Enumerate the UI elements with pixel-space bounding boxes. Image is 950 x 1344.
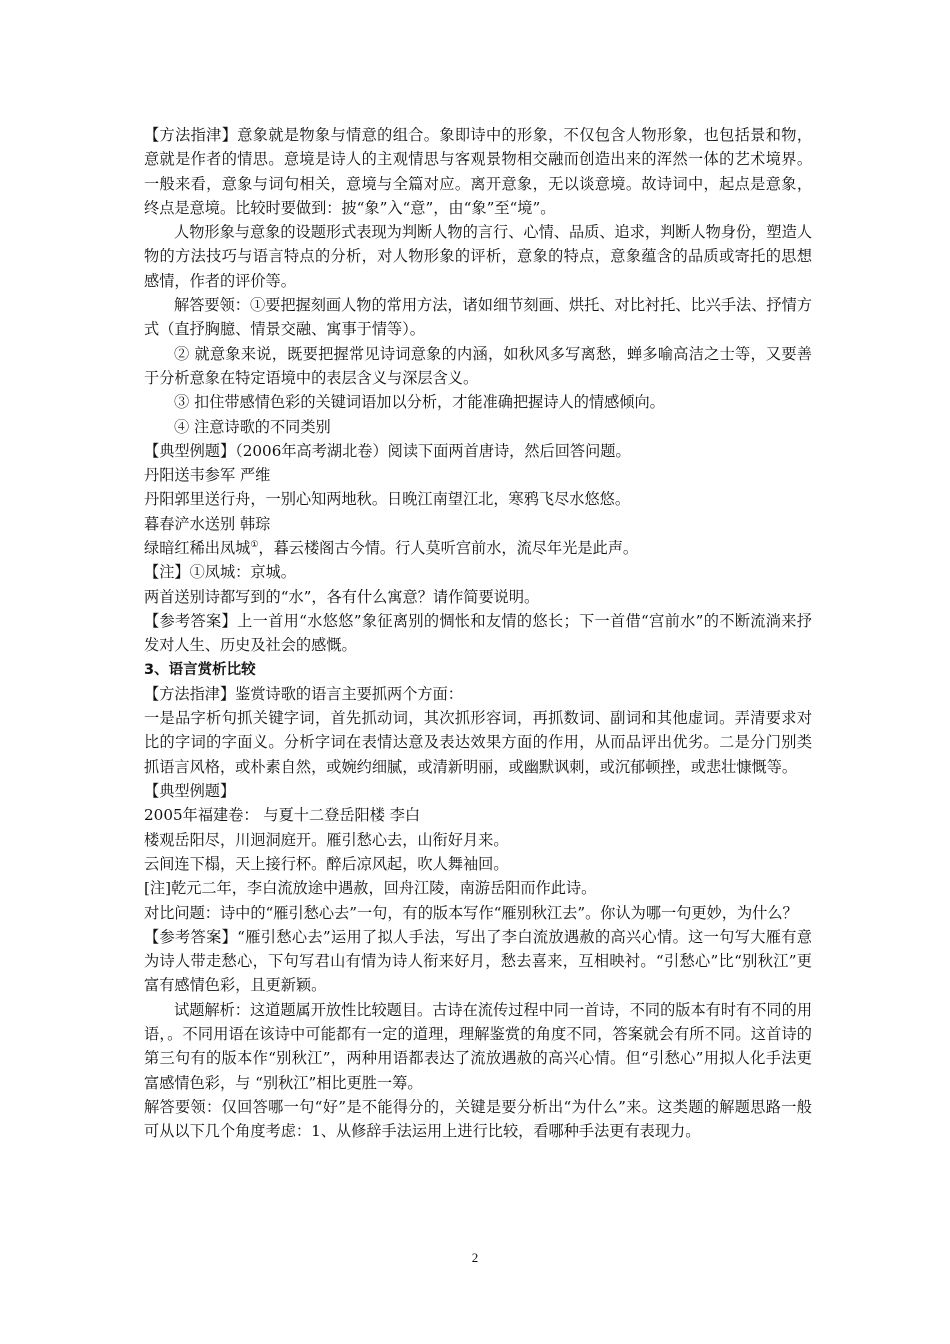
poem-line-b: ，暮云楼阁古今情。行人莫听宫前水，流尽年光是此声。 bbox=[258, 539, 639, 558]
character-image-paragraph: 人物形象与意象的设题形式表现为判断人物的言行、心情、品质、追求，判断人物身份，塑造人物的方法技巧与语言特点的分析，对人物形象的评析，意象的特点，意象蕴含的品质或寄托的思想感情，作者的评价等。 bbox=[144, 223, 812, 290]
page-number: 2 bbox=[471, 1250, 479, 1265]
question: 两首送别诗都写到的“水”，各有什么寓意？请作简要说明。 bbox=[144, 587, 540, 606]
reference-answer-1: 【参考答案】上一首用“水悠悠”象征离别的惆怅和友情的悠长；下一首借“宫前水”的不断流淌来抒发对人生、历史及社会的感慨。 bbox=[144, 611, 812, 655]
answer-key-points-2: 解答要领：仅回答哪一句“好”是不能得分的，关键是要分析出“为什么”来。这类题的解题思路一般可从以下几个角度考虑：1、从修辞手法运用上进行比较，看哪种手法更有表现力。 bbox=[144, 1097, 812, 1141]
poem-text-1: 丹阳郭里送行舟，一别心知两地秋。日晚江南望江北，寒鸦飞尽水悠悠。 bbox=[144, 490, 630, 509]
poem-line-a: 绿暗红稀出凤城 bbox=[144, 539, 251, 558]
method-guide-paragraph: 【方法指津】意象就是物象与情意的组合。象即诗中的形象，不仅包含人物形象，也包括景和物，意就是作者的情思。意境是诗人的主观情思与客观景物相交融而创造出来的浑然一体的艺术境界。一般来看，意象与词句相关，意境与全篇对应。离开意象，无以谈意境。故诗词中，起点是意象，终点是意境。比较时要做到：披“象”入“意”，由“象”至“境”。 bbox=[144, 126, 812, 217]
analysis-paragraph: 试题解析：这道题属开放性比较题目。古诗在流传过程中同一首诗，不同的版本有时有不同的用语，。不同用语在该诗中可能都有一定的道理，理解鉴赏的角度不同，答案就会有所不同。这首诗的第三句有的版本作“别秋江”，两种用语都表达了流放遇赦的高兴心情。但“引愁心”用拟人化手法更富感情色彩，与 “别秋江”相比更胜一筹。 bbox=[144, 1000, 812, 1092]
poem-title-2: 暮春浐水送别 韩琮 bbox=[144, 514, 271, 533]
key-point-3: ③ 扣住带感情色彩的关键词语加以分析，才能准确把握诗人的情感倾向。 bbox=[174, 393, 665, 412]
example-heading-2: 【典型例题】 bbox=[144, 782, 236, 801]
poem-text-2 bbox=[144, 536, 812, 560]
poem-line-2: 云间连下榻，天上接行杯。醉后凉风起，吹人舞袖回。 bbox=[144, 854, 509, 873]
poem-note: [注]乾元二年，李白流放途中遇赦，回舟江陵，南游岳阳而作此诗。 bbox=[144, 879, 597, 898]
poem-line-1: 楼观岳阳尽，川迥洞庭开。雁引愁心去，山衔好月来。 bbox=[144, 830, 509, 849]
example-heading: 【典型例题】（2006年高考湖北卷）阅读下面两首唐诗，然后回答问题。 bbox=[144, 441, 631, 460]
method-guide-2: 【方法指津】鉴赏诗歌的语言主要抓两个方面： bbox=[144, 684, 463, 703]
note: 【注】①凤城：京城。 bbox=[144, 563, 296, 582]
page-content bbox=[144, 123, 812, 1143]
reference-answer-2: 【参考答案】“雁引愁心去”运用了拟人手法，写出了李白流放遇赦的高兴心情。这一句写大雁有意为诗人带走愁心，下句写君山有情为诗人衔来好月，愁去喜来，互相映衬。“引愁心”比“别秋江”更富有感情色彩，且更新颖。 bbox=[144, 927, 812, 995]
section-heading: 3、语言赏析比较 bbox=[144, 661, 256, 678]
comparison-question: 对比问题：诗中的“雁引愁心去”一句，有的版本写作“雁别秋江去”。你认为哪一句更妙，为什么？ bbox=[144, 903, 798, 922]
poem-source: 2005年福建卷： 与夏十二登岳阳楼 李白 bbox=[144, 806, 421, 825]
language-analysis-paragraph: 一是品字析句抓关键字词，首先抓动词，其次抓形容词，再抓数词、副词和其他虚词。弄清要求对比的字词的字面义。分析字词在表情达意及表达效果方面的作用，从而品评出优劣。二是分门别类抓语言风格，或朴素自然，或婉约细腻，或清新明丽，或幽默讽刺，或沉郁顿挫，或悲壮慷慨等。 bbox=[144, 709, 812, 776]
key-point-2: ② 就意象来说，既要把握常见诗词意象的内涵，如秋风多写离愁，蝉多喻高洁之士等，又要善于分析意象在特定语境中的表层含义与深层含义。 bbox=[144, 344, 812, 387]
footnote-marker: ① bbox=[250, 539, 259, 550]
answer-key-points: 解答要领：①要把握刻画人物的常用方法，诸如细节刻画、烘托、对比衬托、比兴手法、抒情方式（直抒胸臆、情景交融、寓事于情等）。 bbox=[144, 296, 812, 339]
poem-title-1: 丹阳送韦参军 严维 bbox=[144, 466, 271, 485]
key-point-4: ④ 注意诗歌的不同类别 bbox=[174, 417, 331, 436]
